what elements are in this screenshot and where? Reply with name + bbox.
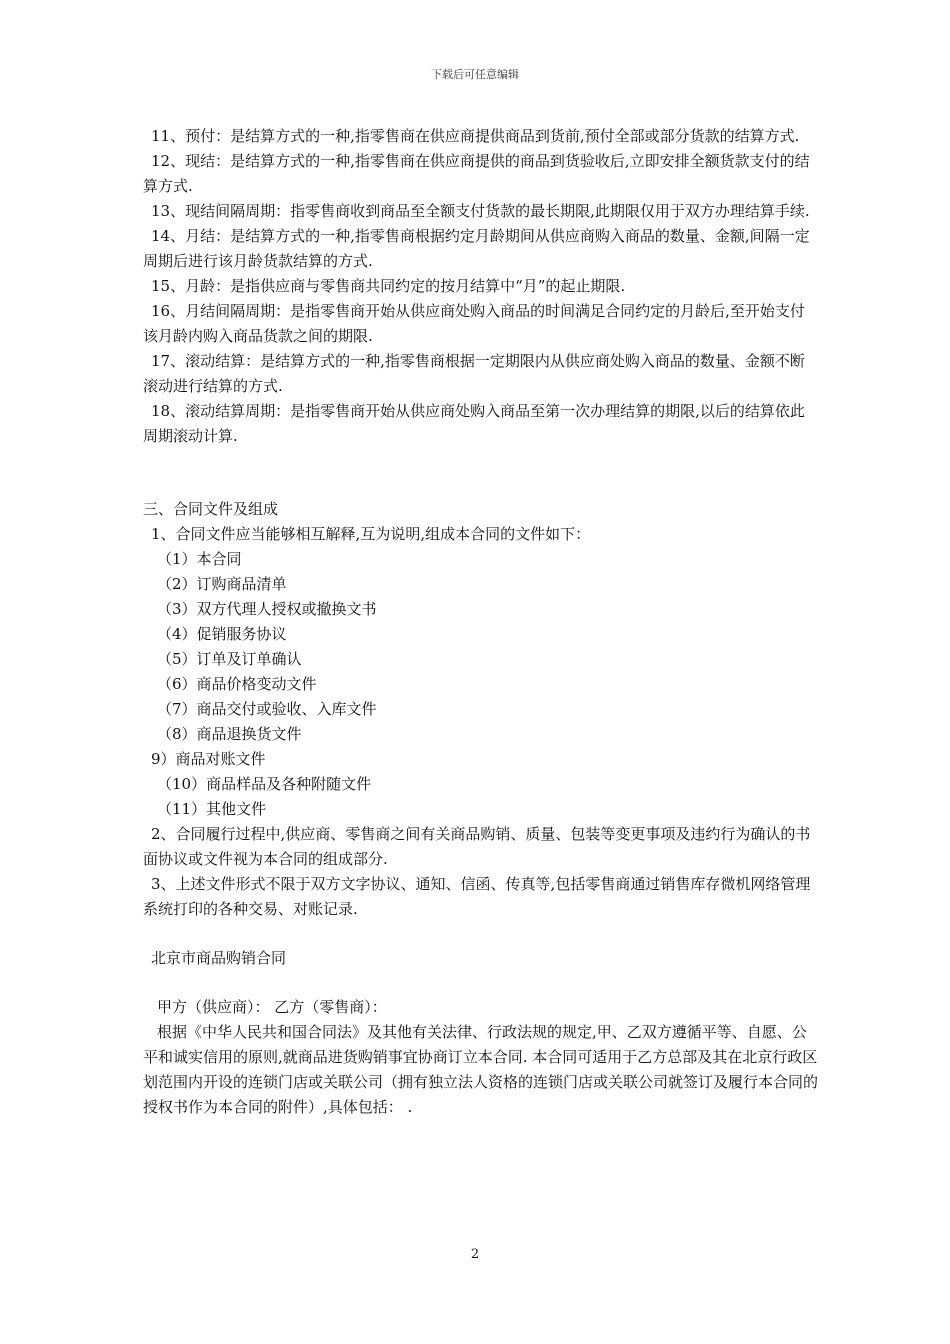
contract-preamble: 根据《中华人民共和国合同法》及其他有关法律、行政法规的规定,甲、乙双方遵循平等、自愿、公平和诚实信用的原则,就商品进货购销事宜协商订立本合同. 本合同可适用于乙方总部及其在北京行政区划范围内开设的连锁门店或关联公司（拥有独立法人资格的连锁门店或关联公司就签订及履行本合同的授权书作为本合同的附件）,具体包括： . [143, 1023, 819, 1116]
list-item: （2）订购商品清单 [157, 575, 287, 593]
contract-title: 北京市商品购销合同 [151, 949, 287, 967]
definition-14: 14、月结：是结算方式的一种,指零售商根据约定月龄期间从供应商购入商品的数量、金额,间隔一定周期后进行该月龄货款结算的方式. [143, 227, 810, 270]
definition-12: 12、现结：是结算方式的一种,指零售商在供应商提供的商品到货验收后,立即安排全额货款支付的结算方式. [143, 152, 810, 195]
list-item: （11）其他文件 [157, 800, 267, 818]
definition-16: 16、月结间隔周期：是指零售商开始从供应商处购入商品的时间满足合同约定的月龄后,至开始支付该月龄内购入商品货款之间的期限. [143, 302, 805, 345]
document-body [143, 124, 818, 1120]
page-header: 下载后可任意编辑 [431, 68, 519, 81]
page-number: 2 [470, 1247, 480, 1262]
list-item: （10）商品样品及各种附随文件 [157, 775, 372, 793]
definition-13: 13、现结间隔周期：指零售商收到商品至全额支付货款的最长期限,此期限仅用于双方办理结算手续. [151, 202, 810, 220]
list-item: （3）双方代理人授权或撤换文书 [157, 600, 377, 618]
list-item: （4）促销服务协议 [157, 625, 287, 643]
clause-2: 2、合同履行过程中,供应商、零售商之间有关商品购销、质量、包装等变更事项及违约行为确认的书面协议或文件视为本合同的组成部分. [143, 825, 811, 868]
list-item: （5）订单及订单确认 [157, 650, 302, 668]
clause-3: 3、上述文件形式不限于双方文字协议、通知、信函、传真等,包括零售商通过销售库存微机网络管理系统打印的各种交易、对账记录. [143, 875, 811, 918]
list-item: （7）商品交付或验收、入库文件 [157, 700, 377, 718]
list-item: （6）商品价格变动文件 [157, 675, 317, 693]
list-item: （8）商品退换货文件 [157, 725, 302, 743]
contract-parties: 甲方（供应商）： 乙方（零售商）： [157, 998, 387, 1016]
list-item: （1）本合同 [157, 550, 242, 568]
definition-11: 11、预付：是结算方式的一种,指零售商在供应商提供商品到货前,预付全部或部分货款的结算方式. [151, 127, 800, 145]
definition-15: 15、月龄：是指供应商与零售商共同约定的按月结算中“月”的起止期限. [151, 277, 626, 295]
section-heading: 三、合同文件及组成 [143, 500, 279, 518]
definition-18: 18、滚动结算周期：是指零售商开始从供应商处购入商品至第一次办理结算的期限,以后的结算依此周期滚动计算. [143, 402, 805, 445]
list-item: 9）商品对账文件 [151, 750, 266, 768]
definition-17: 17、滚动结算：是结算方式的一种,指零售商根据一定期限内从供应商处购入商品的数量、金额不断滚动进行结算的方式. [143, 352, 805, 395]
section-intro: 1、合同文件应当能够相互解释,互为说明,组成本合同的文件如下： [151, 525, 591, 543]
